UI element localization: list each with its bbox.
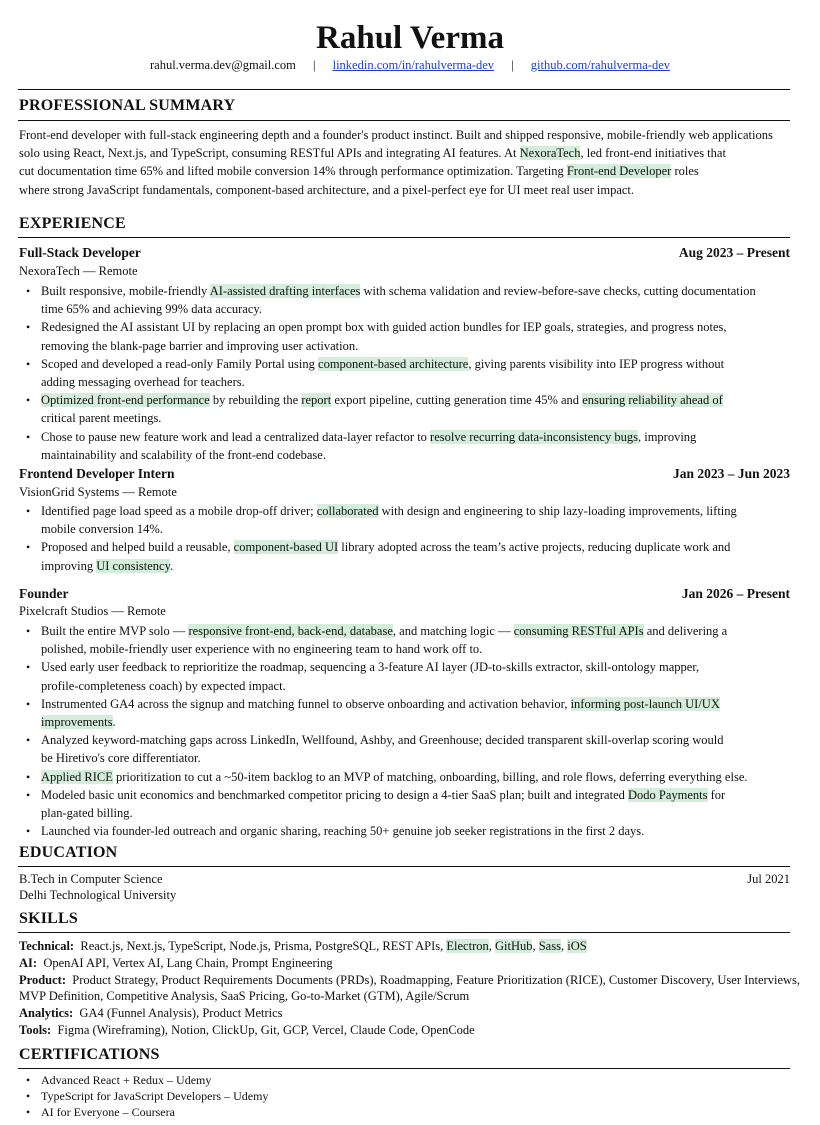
bullet-item [19, 538, 791, 574]
text-segment: profile-completeness coach) by expected impact. [41, 678, 286, 693]
job-company: NexoraTech — Remote [19, 264, 138, 278]
highlighted-keyword: component-based architecture [318, 356, 469, 371]
highlighted-keyword: iOS [567, 939, 587, 953]
certification-item: • TypeScript for JavaScript Developers – Udemy [26, 1088, 269, 1103]
job-bullets [19, 622, 791, 840]
bullet-marker: • [26, 660, 31, 675]
highlighted-keyword: Dodo Payments [628, 787, 708, 802]
bullet-marker: • [26, 540, 31, 555]
bullet-marker: • [26, 284, 31, 298]
education-date: Jul 2021 [747, 872, 790, 886]
bullet-item [19, 318, 791, 354]
text-segment: Front-end developer with full-stack engineering depth and a founder's product instinct. Built and shipped responsive, mobile-friendly web applications [19, 128, 773, 142]
skills-list [19, 938, 801, 1039]
bullet-item [19, 768, 791, 786]
text-line [41, 355, 791, 373]
education-degree: B.Tech in Computer Science [19, 872, 163, 886]
text-segment: be Hiretivo's core differentiator. [41, 751, 201, 766]
text-segment: , and matching logic — [392, 624, 514, 638]
highlighted-keyword: Optimized front-end performance [41, 393, 210, 408]
bullet-marker: • [26, 504, 31, 518]
text-segment: library adopted across the team’s active projects, reducing duplicate work and [338, 540, 731, 555]
bullet-item [19, 502, 791, 538]
highlighted-keyword: consuming RESTful APIs [513, 624, 644, 638]
text-segment: improving [41, 558, 97, 573]
text-segment: Used early user feedback to reprioritize the roadmap, sequencing a 3-feature AI layer (JD-to-skills extractor, skill-ontology mapper, [41, 660, 700, 675]
section-divider [18, 932, 790, 933]
job-title: Frontend Developer Intern [19, 466, 175, 481]
text-line [41, 409, 791, 427]
skills-row [19, 972, 801, 989]
text-line [41, 804, 791, 822]
bullet-marker: • [26, 769, 31, 784]
text-segment: solo using React, Next.js, and TypeScript, consuming RESTful APIs and integrating AI features. At [19, 146, 520, 161]
text-segment: , [532, 939, 539, 953]
text-line [41, 677, 791, 695]
skills-category: Product: [19, 972, 66, 987]
text-segment: Built the entire MVP solo — [41, 624, 189, 638]
text-line [41, 640, 791, 658]
highlighted-keyword: collaborated [316, 504, 379, 518]
text-segment: and delivering a [643, 624, 728, 638]
text-segment: with design and engineering to ship lazy-loading improvements, lifting [378, 504, 737, 518]
highlighted-keyword: AI-assisted drafting interfaces [209, 284, 361, 298]
highlighted-keyword: Sass [538, 939, 561, 953]
highlighted-keyword: improvements [41, 715, 113, 730]
text-line [41, 318, 791, 336]
text-segment: Chose to pause new feature work and lead a centralized data-layer refactor to [41, 429, 431, 444]
text-segment: Instrumented GA4 across the signup and matching funnel to observe onboarding and activation behavior, [41, 696, 571, 711]
highlighted-keyword: UI consistency [96, 558, 171, 573]
text-segment: removing the blank-page barrier and improving user activation. [41, 338, 359, 353]
bullet-item [19, 355, 791, 391]
text-line [41, 300, 791, 318]
bullet-item [19, 695, 791, 731]
section-divider [18, 89, 790, 90]
text-segment: for [707, 787, 726, 802]
skills-row [19, 1005, 794, 1022]
contact-separator: | [511, 58, 514, 72]
job-company: VisionGrid Systems — Remote [19, 485, 177, 499]
text-line [41, 731, 791, 749]
text-segment: Modeled basic unit economics and benchmarked competitor pricing to design a 4-tier SaaS plan; built and integrated [41, 787, 628, 802]
text-segment: . [170, 558, 174, 573]
text-segment: time 65% and achieving 99% data accuracy. [41, 302, 262, 317]
text-segment: . [112, 715, 116, 730]
text-segment: , [560, 939, 568, 953]
text-line [19, 181, 791, 199]
section-divider [18, 1068, 790, 1069]
text-segment: Identified page load speed as a mobile drop-off driver; [41, 504, 317, 518]
text-segment: maintainability and scalability of the front-end codebase. [41, 447, 326, 462]
highlighted-keyword: NexoraTech [519, 146, 581, 161]
text-segment: Built responsive, mobile-friendly [41, 284, 210, 298]
bullet-marker: • [26, 320, 31, 335]
text-line [19, 162, 791, 180]
certification-item: • Advanced React + Redux – Udemy [26, 1073, 212, 1087]
text-line [41, 658, 791, 676]
highlighted-keyword: informing post-launch UI/UX [570, 696, 720, 711]
text-segment: Figma (Wireframing), Notion, ClickUp, Git, GCP, Vercel, Claude Code, OpenCode [57, 1022, 475, 1037]
text-line [41, 282, 791, 300]
skills-row [19, 1022, 794, 1039]
highlighted-keyword: Front-end Developer [566, 164, 672, 179]
text-line [41, 502, 791, 520]
text-line [41, 622, 791, 640]
text-line [41, 822, 791, 840]
text-line [41, 538, 791, 556]
bullet-marker: • [26, 429, 31, 444]
text-segment: by rebuilding the [209, 393, 302, 408]
highlighted-keyword: responsive front-end, back-end, database [188, 624, 393, 638]
section-divider [18, 237, 790, 238]
skills-category: Tools: [19, 1022, 52, 1037]
text-line [41, 373, 791, 391]
highlighted-keyword: ensuring reliability ahead of [582, 393, 723, 408]
candidate-name: Rahul Verma [316, 20, 504, 56]
bullet-marker: • [26, 824, 31, 839]
text-segment: MVP Definition, Competitive Analysis, SaaS Pricing, Go-to-Market (GTM), Agile/Scrum [19, 989, 470, 1004]
skills-row [19, 988, 794, 1005]
text-line [41, 713, 791, 731]
text-line [41, 337, 791, 355]
text-segment: cut documentation time 65% and lifted mobile conversion 14% through performance optimization. Targeting [19, 164, 567, 179]
section-divider [18, 120, 790, 121]
github-link[interactable]: github.com/rahulverma-dev [530, 58, 670, 72]
text-line [19, 126, 791, 144]
text-line [41, 428, 791, 446]
email-text: rahul.verma.dev@gmail.com [150, 58, 296, 72]
text-segment: , led front-end initiatives that [580, 146, 726, 161]
job-bullets [19, 502, 791, 575]
bullet-marker: • [26, 624, 31, 638]
bullet-marker: • [26, 696, 31, 711]
text-segment: mobile conversion 14%. [41, 522, 163, 537]
skills-row [19, 938, 794, 955]
highlighted-keyword: resolve recurring data-inconsistency bugs [430, 429, 638, 444]
highlighted-keyword: component-based UI [233, 540, 339, 555]
job-title: Founder [19, 586, 69, 601]
text-segment: Scoped and developed a read-only Family Portal using [41, 356, 319, 371]
skills-row [19, 955, 794, 972]
bullet-item [19, 282, 791, 318]
text-segment: plan-gated billing. [41, 806, 133, 821]
text-segment: , giving parents visibility into IEP progress without [468, 356, 725, 371]
bullet-item [19, 428, 791, 464]
text-line [19, 144, 791, 162]
bullet-item [19, 622, 791, 658]
bullet-marker: • [26, 356, 31, 371]
text-segment: with schema validation and review-before-save checks, cutting documentation [360, 284, 756, 298]
text-segment: React.js, Next.js, TypeScript, Node.js, Prisma, PostgreSQL, REST APIs, [80, 939, 447, 953]
certifications-heading: CERTIFICATIONS [19, 1046, 160, 1063]
skills-category: Technical: [19, 939, 75, 953]
text-line [41, 557, 791, 575]
bullet-marker: • [26, 393, 31, 408]
job-date: Aug 2023 – Present [678, 245, 790, 260]
skills-heading: SKILLS [19, 910, 79, 927]
text-segment: Proposed and helped build a reusable, [41, 540, 234, 555]
contact-separator: | [312, 58, 316, 72]
job-title: Full-Stack Developer [19, 245, 141, 260]
text-line [41, 786, 791, 804]
text-segment: , [488, 939, 495, 953]
text-line [41, 768, 791, 786]
section-divider [18, 866, 790, 867]
text-segment: export pipeline, cutting generation time 45% and [331, 393, 583, 408]
job-bullets [19, 282, 791, 464]
experience-heading: EXPERIENCE [19, 215, 126, 232]
bullet-item [19, 822, 791, 840]
text-segment: roles [671, 164, 699, 179]
text-segment: Analyzed keyword-matching gaps across LinkedIn, Wellfound, Ashby, and Greenhouse; decided transparent skill-overlap scoring would [41, 733, 724, 748]
bullet-item [19, 391, 791, 427]
text-segment: Product Strategy, Product Requirements Documents (PRDs), Roadmapping, Feature Prioritization (RICE), Customer Discovery, User Interviews, [72, 972, 801, 987]
text-segment: OpenAI API, Vertex AI, Lang Chain, Prompt Engineering [43, 955, 333, 970]
text-segment: Redesigned the AI assistant UI by replacing an open prompt box with guided action bundles for IEP goals, strategies, and progress notes, [41, 320, 727, 335]
text-segment: critical parent meetings. [41, 411, 162, 426]
summary-heading: PROFESSIONAL SUMMARY [19, 97, 236, 114]
contact-line [0, 57, 820, 73]
text-line [41, 749, 791, 767]
bullet-marker: • [26, 733, 31, 748]
certifications-list [19, 1073, 719, 1120]
bullet-item [19, 731, 791, 767]
certification-text: Advanced React + Redux – Udemy [41, 1073, 212, 1087]
highlighted-keyword: Electron [446, 939, 489, 953]
text-line [41, 446, 791, 464]
bullet-item [19, 658, 791, 694]
job-date: Jan 2023 – Jun 2023 [672, 466, 790, 481]
certification-text: TypeScript for JavaScript Developers – Udemy [41, 1088, 269, 1103]
text-line [41, 391, 791, 409]
skills-category: Analytics: [19, 1006, 74, 1021]
text-segment: adding messaging overhead for teachers. [41, 375, 245, 390]
text-segment: Launched via founder-led outreach and organic sharing, reaching 50+ genuine job seeker registrations in the first 2 days. [41, 824, 645, 839]
bullet-item [19, 786, 791, 822]
text-segment: where strong JavaScript fundamentals, component-based architecture, and a pixel-perfect eye for UI meet real user impact. [19, 182, 635, 197]
text-segment: GA4 (Funnel Analysis), Product Metrics [79, 1006, 283, 1021]
certification-item: • AI for Everyone – Coursera [26, 1104, 175, 1119]
certification-text: AI for Everyone – Coursera [41, 1104, 175, 1119]
bullet-marker: • [26, 787, 31, 802]
job-date: Jan 2026 – Present [681, 586, 790, 601]
education-school: Delhi Technological University [19, 888, 177, 902]
text-segment: prioritization to cut a ~50-item backlog to an MVP of matching, onboarding, billing, and role flows, deferring everything else. [112, 769, 748, 784]
summary-text [19, 126, 791, 199]
text-line [41, 520, 791, 538]
text-segment: polished, mobile-friendly user experience with no engineering team to hand work off to. [41, 642, 483, 657]
skills-category: AI: [19, 955, 38, 970]
text-segment: , improving [637, 429, 697, 444]
education-heading: EDUCATION [19, 844, 118, 861]
linkedin-link[interactable]: linkedin.com/in/rahulverma-dev [332, 58, 495, 72]
highlighted-keyword: report [301, 393, 332, 408]
job-company: Pixelcraft Studios — Remote [19, 604, 166, 618]
highlighted-keyword: GitHub [494, 939, 533, 953]
text-line [41, 695, 791, 713]
highlighted-keyword: Applied RICE [41, 769, 113, 784]
